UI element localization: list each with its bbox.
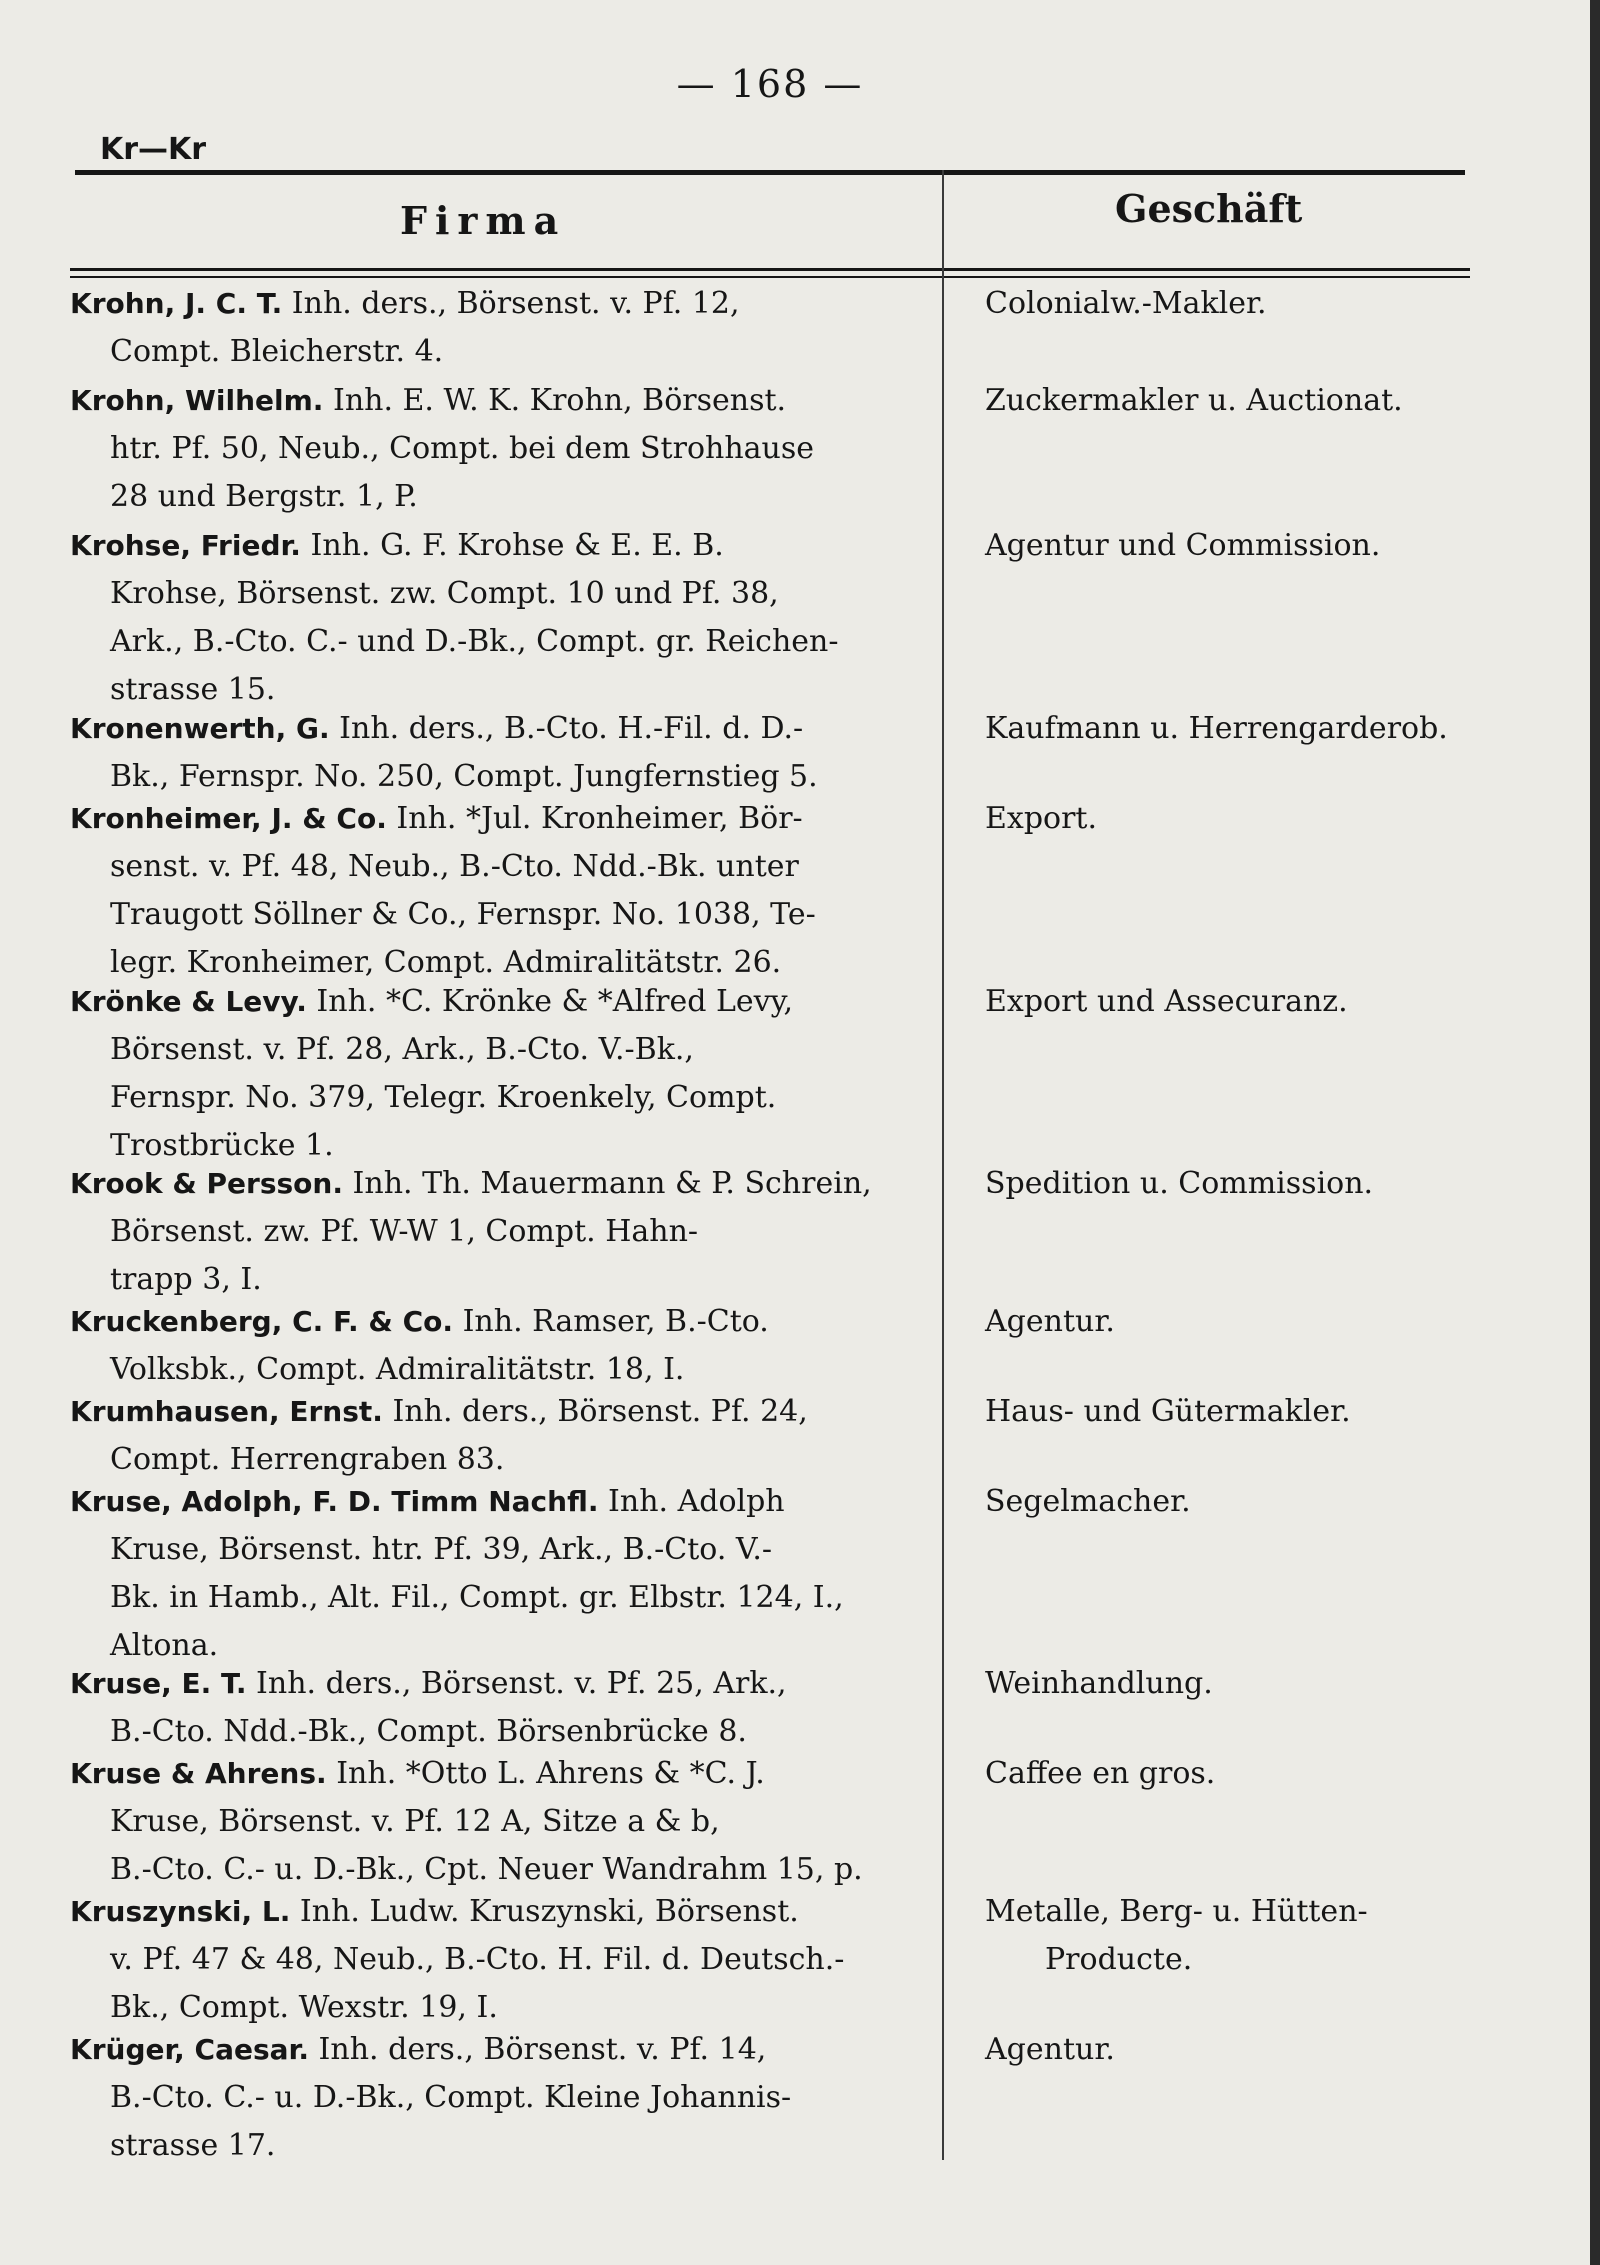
entry-detail-line: Inh. Ramser, B.-Cto.	[462, 1304, 769, 1339]
entry-detail-line: Inh. E. W. K. Krohn, Börsenst.	[332, 383, 787, 418]
entry-business	[985, 522, 1505, 570]
entry-detail-line: Inh. Th. Mauermann & P. Schrein,	[352, 1166, 872, 1201]
firm-name: Kruse & Ahrens.	[70, 1757, 327, 1790]
entry-business	[985, 1750, 1505, 1798]
entry-firma	[70, 377, 940, 521]
running-head: Kr—Kr	[100, 132, 207, 167]
entry-business	[985, 1478, 1505, 1526]
entry-detail-line: legr. Kronheimer, Compt. Admiralitätstr. 26.	[110, 945, 782, 980]
entry-detail-line: Fernspr. No. 379, Telegr. Kroenkely, Compt.	[110, 1080, 777, 1115]
business-line: Haus- und Gütermakler.	[985, 1394, 1351, 1429]
entry-detail-line: Altona.	[110, 1628, 219, 1663]
business-line: Spedition u. Commission.	[985, 1166, 1374, 1201]
entry-firma	[70, 795, 940, 987]
entry-detail-line: Inh. ders., Börsenst. v. Pf. 12,	[291, 286, 740, 321]
entry-detail-line: strasse 15.	[110, 672, 276, 707]
entry-detail-line: Kruse, Börsenst. v. Pf. 12 A, Sitze a & b,	[110, 1804, 720, 1839]
entry-business	[985, 1298, 1505, 1346]
firm-name: Kruckenberg, C. F. & Co.	[70, 1305, 454, 1338]
entry-detail-line: Inh. *Jul. Kronheimer, Bör-	[396, 801, 803, 836]
header-double-rule-lower	[70, 276, 1470, 278]
entry-detail-line: B.-Cto. C.- u. D.-Bk., Cpt. Neuer Wandrahm 15, p.	[110, 1852, 863, 1887]
entry-detail-line: senst. v. Pf. 48, Neub., B.-Cto. Ndd.-Bk. unter	[110, 849, 799, 884]
entry-business	[985, 1660, 1505, 1708]
entry-detail-line: Inh. Ludw. Kruszynski, Börsenst.	[299, 1894, 799, 1929]
firm-name: Kruse, Adolph, F. D. Timm Nachfl.	[70, 1485, 599, 1518]
business-line: Segelmacher.	[985, 1484, 1191, 1519]
entry-firma	[70, 1750, 940, 1894]
column-header-firma: Firma	[400, 198, 567, 243]
entry-firma	[70, 1478, 940, 1670]
firm-name: Kronenwerth, G.	[70, 712, 330, 745]
entry-detail-line: Bk., Compt. Wexstr. 19, I.	[110, 1990, 498, 2025]
business-line: Agentur und Commission.	[985, 528, 1381, 563]
firm-name: Krook & Persson.	[70, 1167, 343, 1200]
entry-detail-line: Inh. ders., Börsenst. v. Pf. 25, Ark.,	[256, 1666, 787, 1701]
entry-firma	[70, 978, 940, 1170]
entry-detail-line: htr. Pf. 50, Neub., Compt. bei dem Strohhause	[110, 431, 815, 466]
header-rule	[75, 170, 1465, 175]
firm-name: Krönke & Levy.	[70, 985, 307, 1018]
entry-business	[985, 1160, 1505, 1208]
business-line: Zuckermakler u. Auctionat.	[985, 383, 1403, 418]
entry-detail-line: Inh. Adolph	[608, 1484, 785, 1519]
entry-business	[985, 978, 1505, 1026]
column-divider	[942, 170, 944, 2160]
entry-detail-line: Inh. *C. Krönke & *Alfred Levy,	[316, 984, 794, 1019]
business-line: Producte.	[1045, 1942, 1193, 1977]
entry-detail-line: Volksbk., Compt. Admiralitätstr. 18, I.	[110, 1352, 685, 1387]
firm-name: Kruse, E. T.	[70, 1667, 247, 1700]
entry-detail-line: Compt. Herrengraben 83.	[110, 1442, 505, 1477]
page-number: — 168 —	[676, 62, 864, 106]
entry-detail-line: B.-Cto. C.- u. D.-Bk., Compt. Kleine Johannis-	[110, 2080, 792, 2115]
firm-name: Kruszynski, L.	[70, 1895, 291, 1928]
entry-detail-line: Inh. G. F. Krohse & E. E. B.	[310, 528, 724, 563]
entry-detail-line: Inh. *Otto L. Ahrens & *C. J.	[336, 1756, 765, 1791]
firm-name: Krohn, J. C. T.	[70, 287, 283, 320]
firm-name: Krumhausen, Ernst.	[70, 1395, 383, 1428]
business-line: Export.	[985, 801, 1098, 836]
entry-business	[985, 377, 1505, 425]
entry-detail-line: Ark., B.-Cto. C.- und D.-Bk., Compt. gr. Reichen-	[110, 624, 839, 659]
entry-detail-line: B.-Cto. Ndd.-Bk., Compt. Börsenbrücke 8.	[110, 1714, 747, 1749]
firm-name: Kronheimer, J. & Co.	[70, 802, 387, 835]
entry-detail-line: Krohse, Börsenst. zw. Compt. 10 und Pf. 38,	[110, 576, 779, 611]
business-line: Export und Assecuranz.	[985, 984, 1348, 1019]
entry-detail-line: Inh. ders., B.-Cto. H.-Fil. d. D.-	[339, 711, 804, 746]
entry-firma	[70, 2026, 940, 2170]
entry-business	[985, 280, 1505, 328]
business-line: Kaufmann u. Herrengarderob.	[985, 711, 1448, 746]
entry-firma	[70, 1160, 940, 1304]
entry-detail-line: Bk. in Hamb., Alt. Fil., Compt. gr. Elbstr. 124, I.,	[110, 1580, 844, 1615]
business-line: Weinhandlung.	[985, 1666, 1213, 1701]
column-header-geschaeft: Geschäft	[1115, 186, 1303, 231]
header-double-rule-upper	[70, 268, 1470, 271]
entry-firma	[70, 280, 940, 376]
entry-firma	[70, 1298, 940, 1394]
entry-detail-line: Börsenst. v. Pf. 28, Ark., B.-Cto. V.-Bk.,	[110, 1032, 694, 1067]
entry-business	[985, 2026, 1505, 2074]
entry-firma	[70, 705, 940, 801]
entry-detail-line: Traugott Söllner & Co., Fernspr. No. 1038, Te-	[110, 897, 816, 932]
firm-name: Krohse, Friedr.	[70, 529, 301, 562]
entry-detail-line: trapp 3, I.	[110, 1262, 262, 1297]
entry-detail-line: strasse 17.	[110, 2128, 276, 2163]
entry-detail-line: Inh. ders., Börsenst. v. Pf. 14,	[318, 2032, 767, 2067]
entry-firma	[70, 522, 940, 714]
entry-detail-line: Inh. ders., Börsenst. Pf. 24,	[392, 1394, 808, 1429]
entry-detail-line: v. Pf. 47 & 48, Neub., B.-Cto. H. Fil. d. Deutsch.-	[110, 1942, 845, 1977]
entry-detail-line: 28 und Bergstr. 1, P.	[110, 479, 418, 514]
business-line: Agentur.	[985, 2032, 1115, 2067]
entry-detail-line: Börsenst. zw. Pf. W-W 1, Compt. Hahn-	[110, 1214, 699, 1249]
firm-name: Krohn, Wilhelm.	[70, 384, 324, 417]
business-line: Caffee en gros.	[985, 1756, 1216, 1791]
entry-detail-line: Kruse, Börsenst. htr. Pf. 39, Ark., B.-Cto. V.-	[110, 1532, 772, 1567]
entry-business	[985, 705, 1505, 753]
entry-firma	[70, 1660, 940, 1756]
entry-firma	[70, 1888, 940, 2032]
entry-firma	[70, 1388, 940, 1484]
firm-name: Krüger, Caesar.	[70, 2033, 309, 2066]
entry-business	[985, 795, 1505, 843]
entry-detail-line: Trostbrücke 1.	[110, 1128, 334, 1163]
entry-business	[985, 1388, 1505, 1436]
business-line: Colonialw.-Makler.	[985, 286, 1267, 321]
entry-detail-line: Compt. Bleicherstr. 4.	[110, 334, 444, 369]
entry-detail-line: Bk., Fernspr. No. 250, Compt. Jungfernstieg 5.	[110, 759, 818, 794]
business-line: Agentur.	[985, 1304, 1115, 1339]
business-line: Metalle, Berg- u. Hütten-	[985, 1894, 1368, 1929]
entry-business	[985, 1888, 1505, 1984]
